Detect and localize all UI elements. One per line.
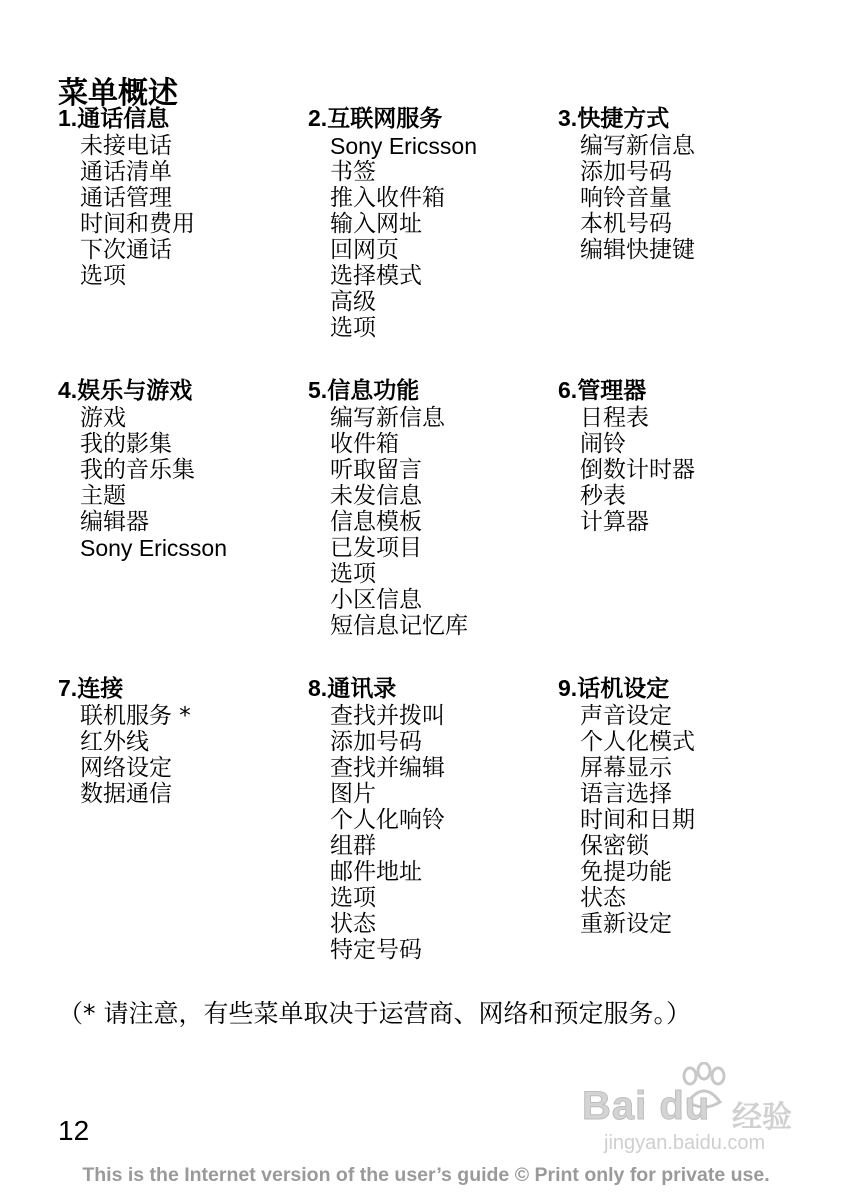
section-title: 互联网服务 [327,106,443,132]
section-number: 2. [308,105,328,131]
menu-section-9 [558,674,803,937]
section-title: 快捷方式 [577,106,670,132]
menu-item: 倒数计时器 [580,457,695,483]
menu-section-5 [308,376,553,639]
menu-item: 选项 [330,561,376,587]
section-title: 娱乐与游戏 [77,378,193,404]
menu-item: 闹铃 [580,431,626,457]
menu-item: 小区信息 [330,587,422,613]
section-title: 通话信息 [77,106,170,132]
menu-item: 我的音乐集 [80,457,195,483]
menu-item: 语言选择 [580,781,672,807]
menu-item: 编写新信息 [580,133,695,159]
page-title: 菜单概述 [58,76,178,112]
menu-items [308,405,553,639]
menu-items [308,133,553,341]
section-title: 信息功能 [327,378,420,404]
menu-item: 选项 [80,263,126,289]
menu-item: 免提功能 [580,859,672,885]
watermark-url: jingyan.baidu.com [604,1132,766,1154]
disclaimer: This is the Internet version of the user’s guide © Print only for private use. [82,1164,770,1186]
menu-items [558,133,803,263]
menu-items [558,405,803,535]
menu-item: 听取留言 [330,457,422,483]
menu-item: 选项 [330,885,376,911]
menu-item: 保密锁 [580,833,649,859]
section-heading [558,104,803,133]
menu-item: 状态 [330,911,376,937]
menu-item: 本机号码 [580,211,672,237]
menu-item: 通话清单 [80,159,172,185]
footnote: （* 请注意，有些菜单取决于运营商、网络和预定服务。） [58,999,691,1028]
menu-item: 屏幕显示 [580,755,672,781]
menu-item: Sony Ericsson [80,535,228,561]
watermark-cn: 经验 [732,1100,792,1135]
menu-item: 游戏 [80,405,126,431]
section-title: 管理器 [577,378,647,404]
menu-item: 选择模式 [330,263,422,289]
section-number: 1. [58,105,78,131]
menu-item: 查找并编辑 [330,755,445,781]
menu-item: 个人化响铃 [330,807,445,833]
menu-item: 数据通信 [80,781,172,807]
menu-item: 重新设定 [580,911,672,937]
menu-item: 未发信息 [330,483,422,509]
menu-section-6 [558,376,803,535]
section-title: 通讯录 [327,676,397,702]
section-number: 4. [58,377,78,403]
section-number: 3. [558,105,578,131]
menu-item: 已发项目 [330,535,422,561]
menu-item: 未接电话 [80,133,172,159]
menu-item: 时间和费用 [80,211,195,237]
menu-item: 特定号码 [330,937,422,963]
menu-item: 主题 [80,483,126,509]
section-number: 7. [58,675,78,701]
menu-item: 图片 [330,781,376,807]
menu-item: 编辑快捷键 [580,237,695,263]
menu-item: 短信息记忆库 [330,613,468,639]
menu-item: 通话管理 [80,185,172,211]
menu-item: 响铃音量 [580,185,672,211]
menu-item: 组群 [330,833,376,859]
section-title: 连接 [77,676,124,702]
menu-item: 日程表 [580,405,649,431]
section-heading [308,376,553,405]
menu-item: 回网页 [330,237,399,263]
menu-item: 状态 [580,885,626,911]
menu-item: 高级 [330,289,376,315]
section-heading [558,376,803,405]
menu-item: 查找并拨叫 [330,703,445,729]
menu-item: 输入网址 [330,211,422,237]
menu-item: 我的影集 [80,431,172,457]
section-number: 6. [558,377,578,403]
menu-item: 声音设定 [580,703,672,729]
menu-section-7 [58,674,303,807]
menu-section-2 [308,104,553,341]
menu-section-3 [558,104,803,263]
menu-item: 计算器 [580,509,649,535]
menu-items [558,703,803,937]
menu-item: 网络设定 [80,755,172,781]
menu-item: 添加号码 [580,159,672,185]
menu-item: 书签 [330,159,376,185]
menu-item: 个人化模式 [580,729,695,755]
menu-item: 收件箱 [330,431,399,457]
menu-item: 下次通话 [80,237,172,263]
menu-section-1 [58,104,303,289]
section-number: 9. [558,675,578,701]
section-heading [58,376,303,405]
menu-item: Sony Ericsson [330,133,478,159]
menu-item: 联机服务 * [80,703,191,729]
section-heading [558,674,803,703]
menu-item: 红外线 [80,729,149,755]
menu-items [308,703,553,963]
menu-item: 秒表 [580,483,626,509]
section-number: 8. [308,675,328,701]
menu-item: 时间和日期 [580,807,695,833]
menu-item: 邮件地址 [330,859,422,885]
watermark [582,1062,802,1162]
page-number: 12 [58,1115,90,1146]
section-number: 5. [308,377,328,403]
section-title: 话机设定 [577,676,670,702]
menu-item: 选项 [330,315,376,341]
section-heading [308,104,553,133]
section-heading [308,674,553,703]
menu-item: 编写新信息 [330,405,445,431]
menu-item: 编辑器 [80,509,149,535]
menu-section-8 [308,674,553,963]
menu-items [58,405,303,561]
section-heading [58,104,303,133]
menu-section-4 [58,376,303,561]
menu-item: 添加号码 [330,729,422,755]
menu-items [58,703,303,807]
section-heading [58,674,303,703]
menu-items [58,133,303,289]
menu-item: 推入收件箱 [330,185,445,211]
watermark-brand: Bai du [582,1084,711,1128]
menu-item: 信息模板 [330,509,422,535]
